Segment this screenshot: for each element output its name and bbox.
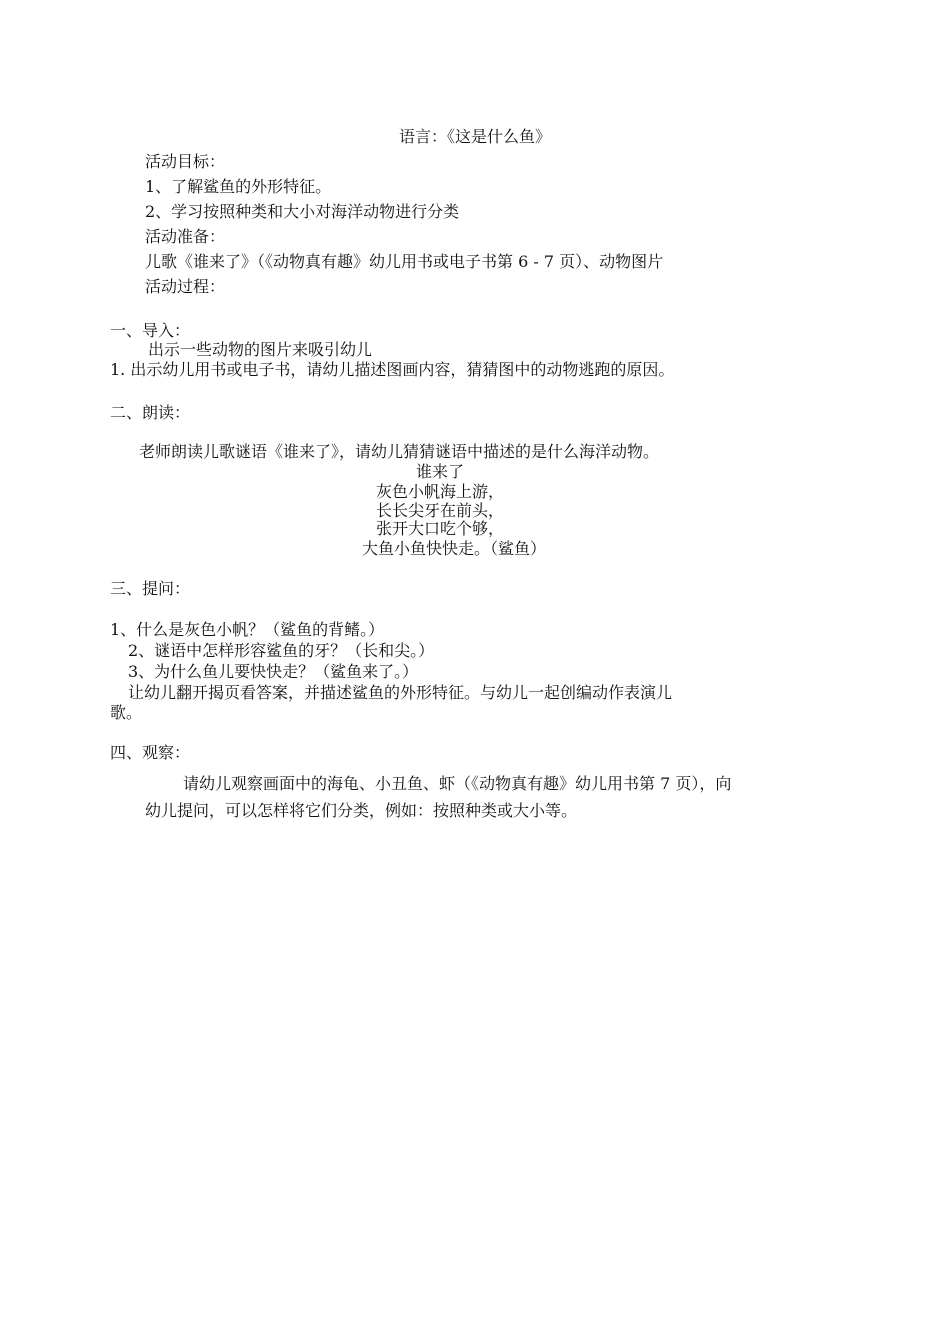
section-heading-reading: 二、朗读： <box>110 403 191 422</box>
poem-line: 大鱼小鱼快快走。（鲨鱼） <box>361 539 546 558</box>
document-title: 语言：《这是什么鱼》 <box>398 127 551 146</box>
section-line: 出示一些动物的图片来吸引幼儿 <box>148 340 373 359</box>
objective-item: 2、学习按照种类和大小对海洋动物进行分类 <box>145 202 460 221</box>
questions-closing: 让幼儿翻开揭页看答案，并描述鲨鱼的外形特征。与幼儿一起创编动作表演儿 <box>128 683 673 702</box>
question-item: 1、什么是灰色小帆？（鲨鱼的背鳍。） <box>110 620 385 639</box>
section-heading-observation: 四、观察： <box>110 743 191 762</box>
section-line: 1. 出示幼儿用书或电子书，请幼儿描述图画内容，猜猜图中的动物逃跑的原因。 <box>110 360 675 379</box>
observation-line: 请幼儿观察画面中的海龟、小丑鱼、虾（《动物真有趣》幼儿用书第 7 页），向 <box>183 774 732 793</box>
poem-title: 谁来了 <box>415 462 464 481</box>
poem-line: 灰色小帆海上游， <box>375 482 504 501</box>
objective-item: 1、了解鲨鱼的外形特征。 <box>145 177 332 196</box>
process-heading: 活动过程： <box>145 277 226 296</box>
preparation-heading: 活动准备： <box>145 227 226 246</box>
question-item: 2、谜语中怎样形容鲨鱼的牙？（长和尖。） <box>128 641 435 660</box>
reading-intro: 老师朗读儿歌谜语《谁来了》，请幼儿猜猜谜语中描述的是什么海洋动物。 <box>139 442 660 461</box>
observation-line: 幼儿提问，可以怎样将它们分类，例如：按照种类或大小等。 <box>145 801 578 820</box>
question-item: 3、为什么鱼儿要快快走？（鲨鱼来了。） <box>128 662 419 681</box>
section-heading-intro: 一、导入： <box>110 321 191 340</box>
poem-line: 张开大口吃个够， <box>375 519 504 538</box>
questions-closing: 歌。 <box>110 703 143 722</box>
poem-line: 长长尖牙在前头， <box>375 501 504 520</box>
section-heading-questions: 三、提问： <box>110 579 191 598</box>
objectives-heading: 活动目标： <box>145 152 226 171</box>
preparation-text: 儿歌《谁来了》（《动物真有趣》幼儿用书或电子书第 6 - 7 页）、动物图片 <box>145 252 664 271</box>
